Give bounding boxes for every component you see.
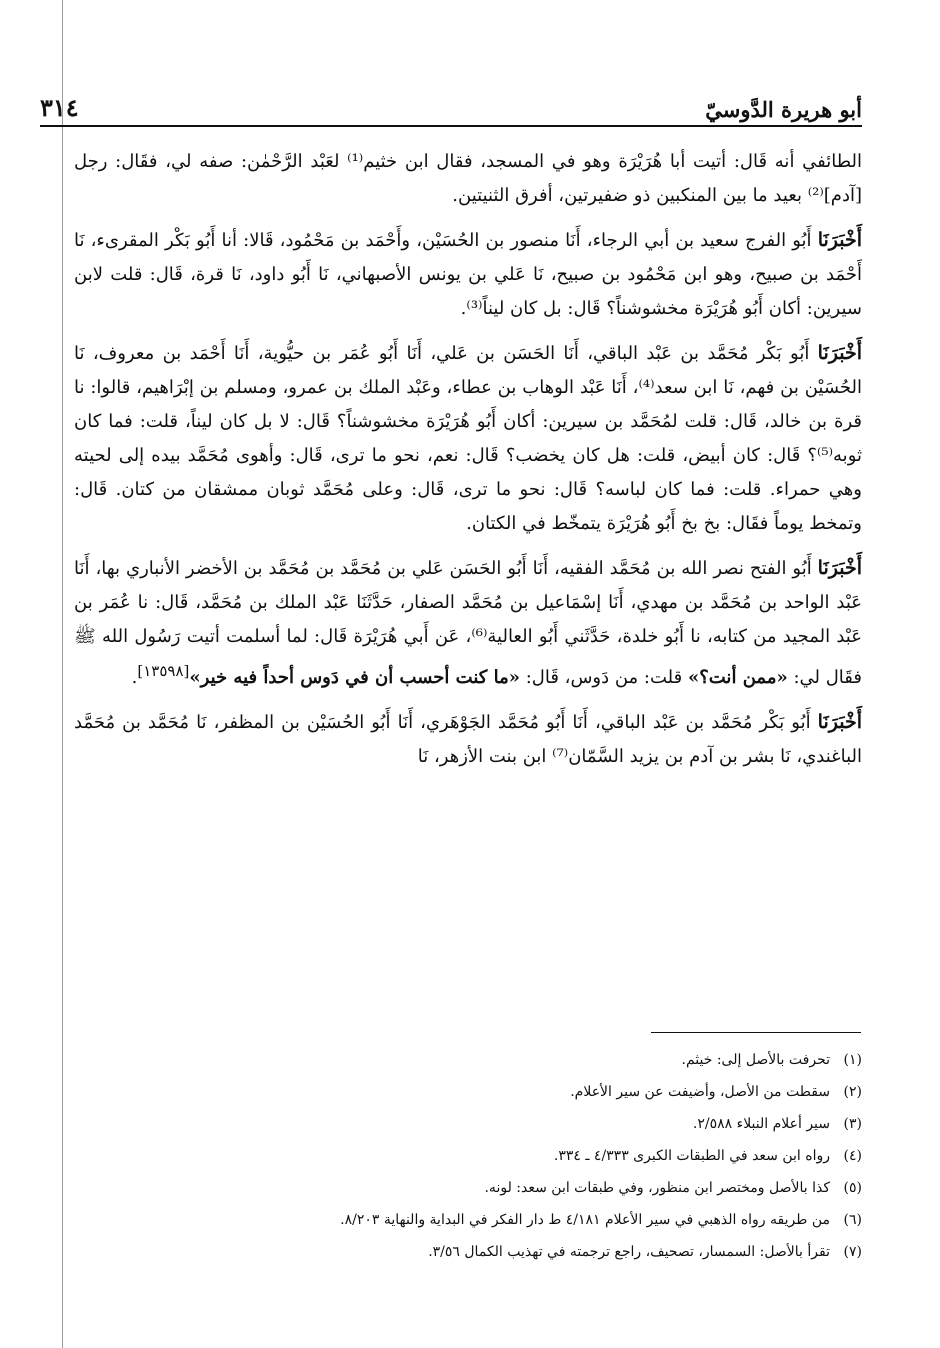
- hadith-quote: «ممن أنت؟»: [687, 667, 788, 688]
- paragraph-text: أَبُو بَكْر مُحَمَّد بن عَبْد الباقي، أَنَا أَبُو مُحَمَّد الجَوْهَري، أَنَا أَبُو الحُسَيْن بن المظفر، نَا مُحَمَّد بن مُحَمَّد الباغندي، نَا بشر بن آدم بن يزيد السَّمّان⁽⁷⁾ ابن بنت الأزهر، نَا: [74, 712, 862, 767]
- paragraph: [74, 336, 862, 541]
- paragraph: [74, 705, 862, 774]
- paragraph: [74, 223, 862, 326]
- paragraph-text: أَبُو بَكْر مُحَمَّد بن عَبْد الباقي، أَنَا الحَسَن بن عَلي، أَنَا أَبُو عُمَر بن حيُّوية، أَنَا أَحْمَد بن معروف، نَا الحُسَيْن بن فهم، نَا ابن سعد⁽⁴⁾، أَنَا عَبْد الوهاب بن عطاء، وعَبْد الملك بن عمرو، ومسلم بن إبْرَاهيم، قالوا: نا قرة بن خالد، قَال: قلت لمُحَمَّد بن سيرين: أكان أَبُو هُرَيْرَة مخشوشناً؟ قَال: لا بل كان ليناً، قلت: فما كان ثوبه⁽⁵⁾؟ قَال: كان أبيض، قلت: هل كان يخضب؟ قَال: نعم، نحو ما ترى، قَال: وأهوى مُحَمَّد بيده إلى لحيته وهي حمراء. قلت: فما كان لباسه؟ قَال: نحو ما ترى، قَال: وعلى مُحَمَّد ثوبان ممشقان من كتان. قَال: وتمخط يوماً فقَال: بخ بخ أَبُو هُرَيْرَة يتمخّط في الكتان.: [74, 343, 862, 534]
- paragraph-lead: أَخْبَرَنَا: [817, 229, 863, 251]
- footnote-text: كذا بالأصل ومختصر ابن منظور، وفي طبقات ابن سعد: لونه.: [484, 1180, 830, 1196]
- paragraph: [74, 145, 862, 213]
- hadith-quote: «ما كنت أحسب أن في دَوس أحداً فيه خير»: [189, 667, 520, 688]
- paragraph-lead: أَخْبَرَنَا: [817, 557, 862, 579]
- footnote-number: (٢): [843, 1084, 862, 1100]
- footnote-text: تحرفت بالأصل إلى: خيثم.: [681, 1052, 830, 1068]
- paragraph: [74, 551, 862, 695]
- footnotes: [74, 1044, 862, 1268]
- paragraph-text: أَبُو الفتح نصر الله بن مُحَمَّد الفقيه، أَنَا أَبُو الحَسَن عَلي بن مُحَمَّد بن مُحَمَّد بن الأخضر الأنباري بها، أَنَا عَبْد الواحد بن مُحَمَّد بن مهدي، أَنَا إسْمَاعيل بن مُحَمَّد الصفار، حَدَّثَنَا عَبْد الملك بن مُحَمَّد، قَال: نا عُمَر بن عَبْد المجيد من كتابه، نا أَبُو خلدة، حَدَّثَني أَبُو العالية⁽⁶⁾، عَن أَبي هُرَيْرَة قَال: لما أسلمت أتيت رَسُول الله ﷺ فقَال لي:: [74, 558, 862, 688]
- footnote-number: (١): [843, 1052, 862, 1068]
- footnote: [74, 1140, 862, 1172]
- hadith-reference: [١٣٥٩٨]: [137, 662, 190, 680]
- footnote-number: (٥): [843, 1180, 862, 1196]
- footnote-number: (٧): [843, 1244, 862, 1260]
- footnote: [74, 1108, 862, 1140]
- footnote: [74, 1076, 862, 1108]
- footnote: [74, 1204, 862, 1236]
- footnote-text: سير أعلام النبلاء ٢/٥٨٨.: [692, 1116, 830, 1132]
- footnote-number: (٦): [843, 1212, 862, 1228]
- page-header: [40, 82, 862, 122]
- footnote-text: من طريقه رواه الذهبي في سير الأعلام ٤/١٨١ ط دار الفكر في البداية والنهاية ٨/٢٠٣.: [340, 1212, 830, 1228]
- footnote: [74, 1236, 862, 1268]
- footnote: [74, 1044, 862, 1076]
- footnote-text: رواه ابن سعد في الطبقات الكبرى ٤/٣٣٣ ـ ٣٣٤.: [553, 1148, 830, 1164]
- paragraph-text: الطائفي أنه قَال: أتيت أبا هُرَيْرَة وهو في المسجد، فقال ابن خثيم⁽¹⁾ لعَبْد الرَّحْمٰن: صفه لي، فقَال: رجل [آدم]⁽²⁾ بعيد ما بين المنكبين ذو ضفيرتين، أفرق الثنيتين.: [74, 151, 863, 206]
- paragraph-text: قلت: من دَوس، قَال:: [519, 667, 688, 688]
- scan-binding-line: [62, 0, 63, 1348]
- main-text: [74, 145, 862, 784]
- footnote-separator: [651, 1032, 861, 1033]
- footnote-number: (٤): [843, 1148, 862, 1164]
- paragraph-lead: أَخْبَرَنَا: [817, 711, 862, 733]
- header-rule: [40, 125, 862, 127]
- paragraph-lead: أَخْبَرَنَا: [817, 342, 862, 364]
- running-title: أبو هريرة الدَّوسيّ: [705, 97, 862, 122]
- footnote: [74, 1172, 862, 1204]
- paragraph-text: أَبُو الفرج سعيد بن أبي الرجاء، أَنَا منصور بن الحُسَيْن، وأَحْمَد بن مَحْمُود، قَالا: أنا أَبُو بَكْر المقرىء، نَا أَحْمَد بن صبيح، وهو ابن مَحْمُود بن صبيح، نَا عَلي بن يونس الأصبهاني، نَا أَبُو داود، نَا قرة، قَال: قلت لابن سيرين: أكان أَبُو هُرَيْرَة مخشوشناً؟ قَال: بل كان ليناً⁽³⁾.: [74, 230, 862, 319]
- footnote-text: تقرأ بالأصل: السمسار، تصحيف، راجع ترجمته في تهذيب الكمال ٣/٥٦.: [428, 1244, 830, 1260]
- footnote-number: (٣): [843, 1116, 862, 1132]
- page-number: ٣١٤: [40, 93, 79, 122]
- footnote-text: سقطت من الأصل، وأضيفت عن سير الأعلام.: [570, 1084, 830, 1100]
- paragraph-text: .: [131, 667, 138, 688]
